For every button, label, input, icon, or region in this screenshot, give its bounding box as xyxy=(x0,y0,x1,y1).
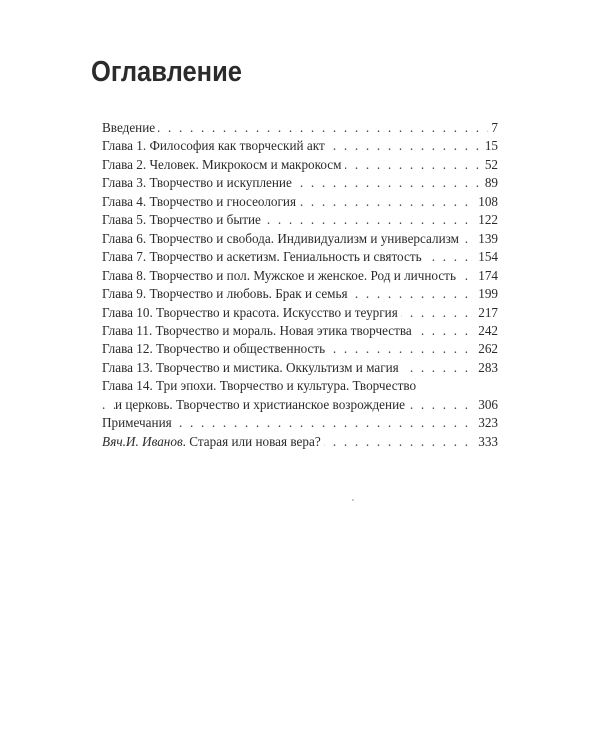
toc-entry-title: Глава 2. Человек. Микрокосм и макрокосм xyxy=(102,157,345,172)
toc-page-number: 89 xyxy=(482,174,498,192)
toc-entry-chapter-8[interactable] xyxy=(102,267,498,285)
toc-entry-title-wrapper xyxy=(102,434,324,449)
toc-page-number: 15 xyxy=(482,137,498,155)
toc-entry-title: Введение xyxy=(102,120,158,135)
toc-page-number: 7 xyxy=(488,119,498,137)
toc-page-number: 154 xyxy=(475,248,498,266)
toc-entry-chapter-2[interactable] xyxy=(102,156,498,174)
toc-entry-author: Вяч.И. Иванов xyxy=(102,433,183,449)
toc-page-number: 139 xyxy=(475,230,498,248)
toc-page-number: 242 xyxy=(475,322,498,340)
toc-entry-title: . Старая или новая вера? xyxy=(182,433,321,449)
toc-entry-notes[interactable] xyxy=(102,414,498,432)
toc-page-number: 108 xyxy=(475,193,498,211)
toc-entry-chapter-3[interactable] xyxy=(102,174,498,192)
toc-entry-title: Глава 1. Философия как творческий акт xyxy=(102,138,328,153)
page-title: Оглавление xyxy=(91,56,242,88)
toc-entry-title-line-1: Глава 14. Три эпохи. Творчество и культура. Творчество xyxy=(102,378,417,394)
toc-entry-title: Глава 12. Творчество и общественность xyxy=(102,341,328,356)
toc-entry-title: Глава 10. Творчество и красота. Искусство и теургия xyxy=(102,305,401,320)
toc-entry-title: Примечания xyxy=(102,415,175,430)
dot-leader xyxy=(102,119,498,137)
toc-entry-title-line-2: и церковь. Творчество и христианское возрождение xyxy=(115,397,408,412)
toc-entry-title: Глава 4. Творчество и гносеология xyxy=(102,194,299,209)
toc-entry-title: Глава 5. Творчество и бытие xyxy=(102,212,264,227)
toc-entry-second-line xyxy=(102,396,498,414)
toc-entry-chapter-4[interactable] xyxy=(102,193,498,211)
toc-entry-introduction[interactable] xyxy=(102,119,498,137)
toc-entry-appendix-essay[interactable] xyxy=(102,433,498,451)
toc-page-number: 122 xyxy=(475,211,498,229)
toc-entry-chapter-14[interactable] xyxy=(102,377,498,414)
toc-entry-chapter-9[interactable] xyxy=(102,285,498,303)
toc-entry-title: Глава 11. Творчество и мораль. Новая этика творчества xyxy=(102,323,415,338)
toc-entry-title: Глава 3. Творчество и искупление xyxy=(102,175,295,190)
toc-entry-chapter-11[interactable] xyxy=(102,322,498,340)
toc-page-number: 52 xyxy=(482,156,498,174)
toc-entry-title: Глава 8. Творчество и пол. Мужское и женское. Род и личность xyxy=(102,268,459,283)
toc-entry-chapter-6[interactable] xyxy=(102,230,498,248)
toc-entry-title: Глава 7. Творчество и аскетизм. Гениальность и святость xyxy=(102,249,425,264)
toc-entry-chapter-5[interactable] xyxy=(102,211,498,229)
toc-page-number: 262 xyxy=(475,340,498,358)
toc-page-number: 199 xyxy=(475,285,498,303)
toc-entry-chapter-1[interactable] xyxy=(102,137,498,155)
toc-page-number: 174 xyxy=(475,267,498,285)
printing-speck xyxy=(352,499,354,501)
toc-page-number: 323 xyxy=(475,414,498,432)
toc-entry-title: Глава 9. Творчество и любовь. Брак и семья xyxy=(102,286,351,301)
toc-entry-chapter-12[interactable] xyxy=(102,340,498,358)
toc-page-number: 333 xyxy=(475,433,498,451)
toc-entry-chapter-10[interactable] xyxy=(102,304,498,322)
toc-entry-title: Глава 13. Творчество и мистика. Оккультизм и магия xyxy=(102,360,402,375)
toc-entry-chapter-13[interactable] xyxy=(102,359,498,377)
table-of-contents xyxy=(102,119,498,451)
toc-page-number: 217 xyxy=(475,304,498,322)
toc-page-number: 283 xyxy=(475,359,498,377)
toc-entry-title: Глава 6. Творчество и свобода. Индивидуализм и универсализм xyxy=(102,231,462,246)
toc-page-number: 306 xyxy=(475,396,498,414)
toc-entry-chapter-7[interactable] xyxy=(102,248,498,266)
